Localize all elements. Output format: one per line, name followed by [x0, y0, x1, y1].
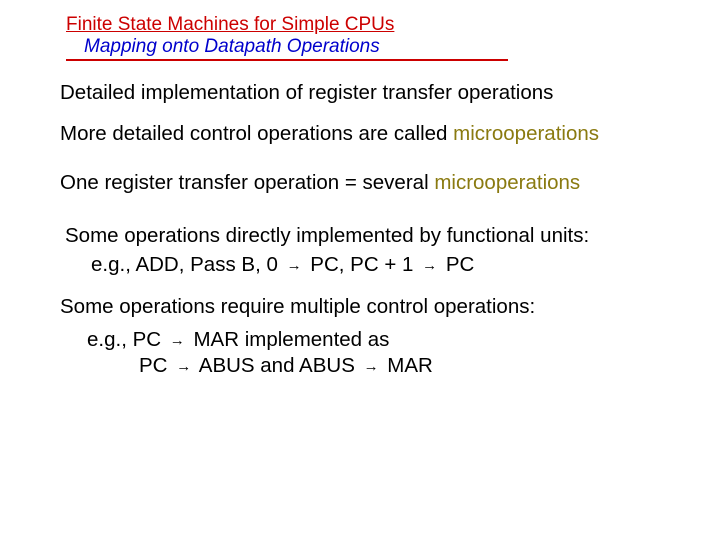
example-text: MAR: [387, 354, 433, 377]
example-text: PC: [445, 253, 475, 276]
bullet-text: Detailed implementation of register transfer operations: [60, 81, 554, 104]
bullet-line-4: [65, 224, 589, 248]
right-arrow-icon: →: [422, 257, 438, 274]
right-arrow-icon: →: [176, 358, 192, 375]
bullet-text: Some operations require multiple control operations:: [60, 295, 536, 318]
example-text: e.g., ADD, Pass B, 0: [91, 253, 278, 276]
slide-header: [66, 14, 508, 61]
bullet-line-1: [60, 81, 553, 105]
right-arrow-icon: →: [363, 358, 379, 375]
example-line-8: [139, 354, 433, 380]
slide-subtitle: Mapping onto Datapath Operations: [84, 36, 380, 57]
example-text: e.g., PC: [87, 328, 162, 351]
highlight-term: microoperations: [434, 171, 581, 194]
bullet-text: More detailed control operations are called: [60, 122, 454, 145]
right-arrow-icon: →: [286, 257, 302, 274]
example-line-5: [91, 253, 474, 279]
bullet-text: Some operations directly implemented by functional units:: [65, 224, 590, 247]
bullet-text: One register transfer operation = several: [60, 171, 435, 194]
bullet-line-3: [60, 171, 580, 195]
example-text: MAR implemented as: [193, 328, 390, 351]
example-text: ABUS and ABUS: [198, 354, 355, 377]
slide-title: Finite State Machines for Simple CPUs: [66, 14, 395, 35]
example-text: PC: [139, 354, 168, 377]
example-line-7: [87, 328, 389, 354]
bullet-line-6: [60, 295, 535, 319]
bullet-line-2: [60, 122, 599, 146]
highlight-term: microoperations: [453, 122, 599, 145]
right-arrow-icon: →: [169, 332, 185, 349]
example-text: PC, PC + 1: [310, 253, 414, 276]
